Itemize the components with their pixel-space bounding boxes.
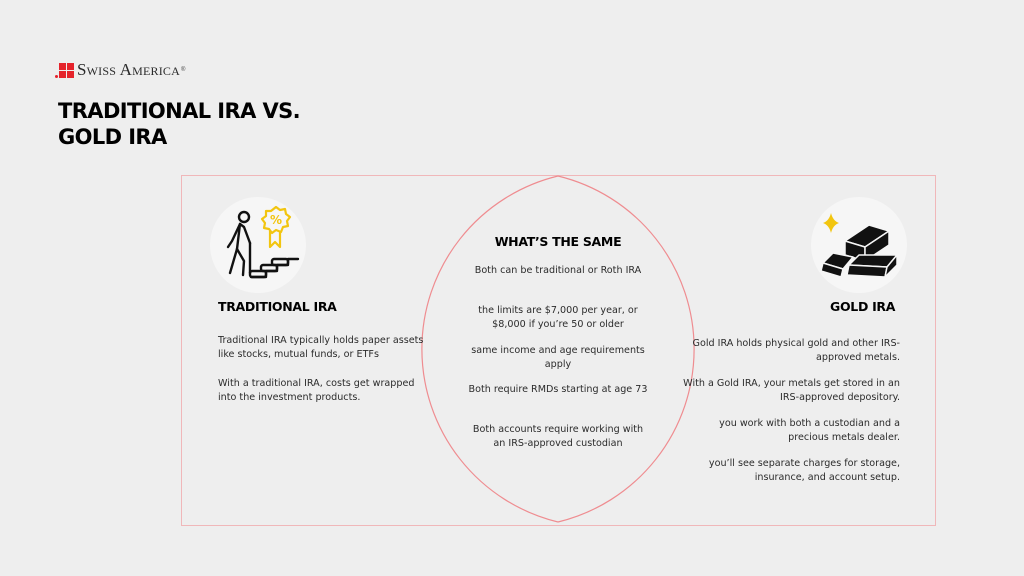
traditional-ira-heading: TRADITIONAL IRA [218,299,337,314]
svg-text:%: % [270,213,283,227]
gold-point-4: you’ll see separate charges for storage, insurance, and account setup. [708,458,900,483]
same-point-4: Both require RMDs starting at age 73 [468,384,648,395]
traditional-point-2: With a traditional IRA, costs get wrapped into the investment products. [218,378,415,403]
gold-point-3: you work with both a custodian and a precious metals dealer. [719,418,900,443]
gold-point-2: With a Gold IRA, your metals get stored in an IRS-approved depository. [683,378,900,403]
traditional-ira-icon [210,197,306,293]
title-line-1: TRADITIONAL IRA VS. [58,99,301,123]
gold-point-1: Gold IRA holds physical gold and other IRS-approved metals. [692,338,900,363]
sparkle-icon [823,213,839,233]
gold-bars-icon [811,197,907,293]
elderly-person-stairs-icon [210,197,306,293]
title-line-2: GOLD IRA [58,125,167,149]
same-point-1: Both can be traditional or Roth IRA [474,265,642,276]
logo-squares-icon [59,63,74,78]
brand-logo [59,60,185,80]
same-point-3: same income and age requirements apply [471,345,645,370]
brand-name: Swiss America [77,60,180,79]
traditional-point-1: Traditional IRA typically holds paper assets like stocks, mutual funds, or ETFs [218,335,424,360]
whats-the-same-heading: WHAT’S THE SAME [494,234,622,249]
same-point-5: Both accounts require working with an IRS-approved custodian [472,424,644,449]
same-point-2: the limits are $7,000 per year, or $8,000 if you’re 50 or older [478,305,638,330]
registered-mark: ® [180,67,186,73]
gold-ira-heading: GOLD IRA [830,299,896,314]
gold-ira-icon [811,197,907,293]
page-title [58,98,300,150]
